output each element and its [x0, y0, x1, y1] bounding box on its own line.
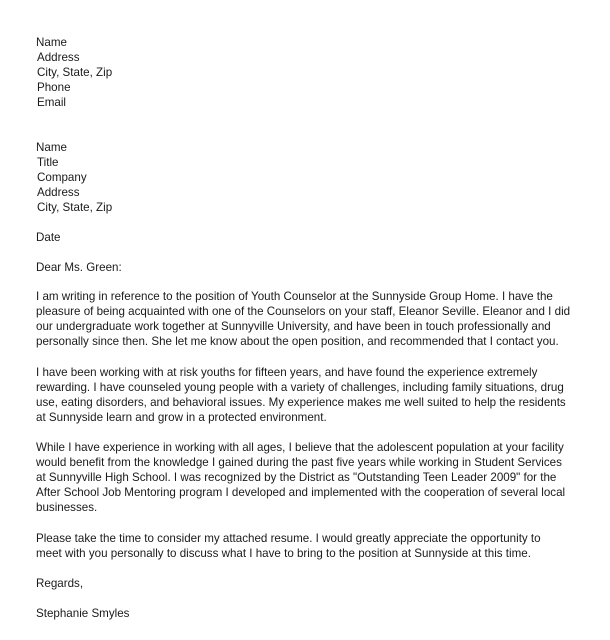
- recipient-title: Title: [37, 156, 59, 169]
- salutation: Dear Ms. Green:: [36, 261, 122, 274]
- paragraph-line: our undergraduate work together at Sunnyville University, and have been in touch professionally and: [36, 320, 551, 333]
- letter-date: Date: [36, 231, 61, 244]
- signature-name: Stephanie Smyles: [36, 607, 130, 620]
- closing-block: [36, 576, 596, 591]
- closing: Regards,: [36, 577, 84, 590]
- paragraph-line: rewarding. I have counseled young people with a variety of challenges, including family situations, drug: [36, 381, 564, 394]
- sender-block: [36, 35, 596, 110]
- recipient-address: Address: [37, 186, 80, 199]
- sender-name: Name: [36, 36, 67, 49]
- recipient-city-state-zip: City, State, Zip: [37, 201, 113, 214]
- recipient-name: Name: [36, 141, 67, 154]
- paragraph-line: Please take the time to consider my attached resume. I would greatly appreciate the opportunity to: [36, 532, 541, 545]
- sender-phone: Phone: [37, 81, 71, 94]
- paragraph-line: use, eating disorders, and behavioral issues. My experience makes me well suited to help the residents: [36, 396, 566, 409]
- paragraph-line: I have been working with at risk youths for fifteen years, and have found the experience extremely: [36, 366, 538, 379]
- recipient-company: Company: [37, 171, 87, 184]
- paragraph-line: meet with you personally to discuss what I have to bring to the position at Sunnyside at this time.: [36, 547, 531, 560]
- paragraph-line: I am writing in reference to the position of Youth Counselor at the Sunnyside Group Home. I have the: [36, 290, 553, 303]
- paragraph-line: While I have experience in working with all ages, I believe that the adolescent population at your facility: [36, 441, 564, 454]
- paragraph-line: would benefit from the knowledge I gained during the past five years while working in Student Services: [36, 456, 562, 469]
- body-paragraph-3: [36, 440, 576, 515]
- signature-block: [36, 606, 596, 621]
- sender-address: Address: [37, 51, 80, 64]
- paragraph-line: personally since then. She let me know about the open position, and recommended that I contact you.: [36, 335, 559, 348]
- paragraph-line: After School Job Mentoring program I developed and implemented with the cooperation of several local: [36, 486, 566, 499]
- paragraph-line: at Sunnyside learn and grow in a protected environment.: [36, 411, 327, 424]
- paragraph-line: pleasure of being acquainted with one of the Counselors on your staff, Eleanor Seville. Eleanor and I did: [36, 305, 571, 318]
- sender-email: Email: [37, 96, 66, 109]
- paragraph-line: at Sunnyville High School. I was recognized by the District as "Outstanding Teen Leader 2009" for the: [36, 471, 557, 484]
- body-paragraph-2: [36, 365, 576, 425]
- paragraph-line: businesses.: [36, 501, 98, 514]
- sender-city-state-zip: City, State, Zip: [37, 66, 113, 79]
- salutation-block: [36, 260, 596, 275]
- body-paragraph-4: [36, 531, 576, 561]
- recipient-block: [36, 140, 596, 215]
- date-block: [36, 230, 596, 245]
- body-paragraph-1: [36, 289, 576, 349]
